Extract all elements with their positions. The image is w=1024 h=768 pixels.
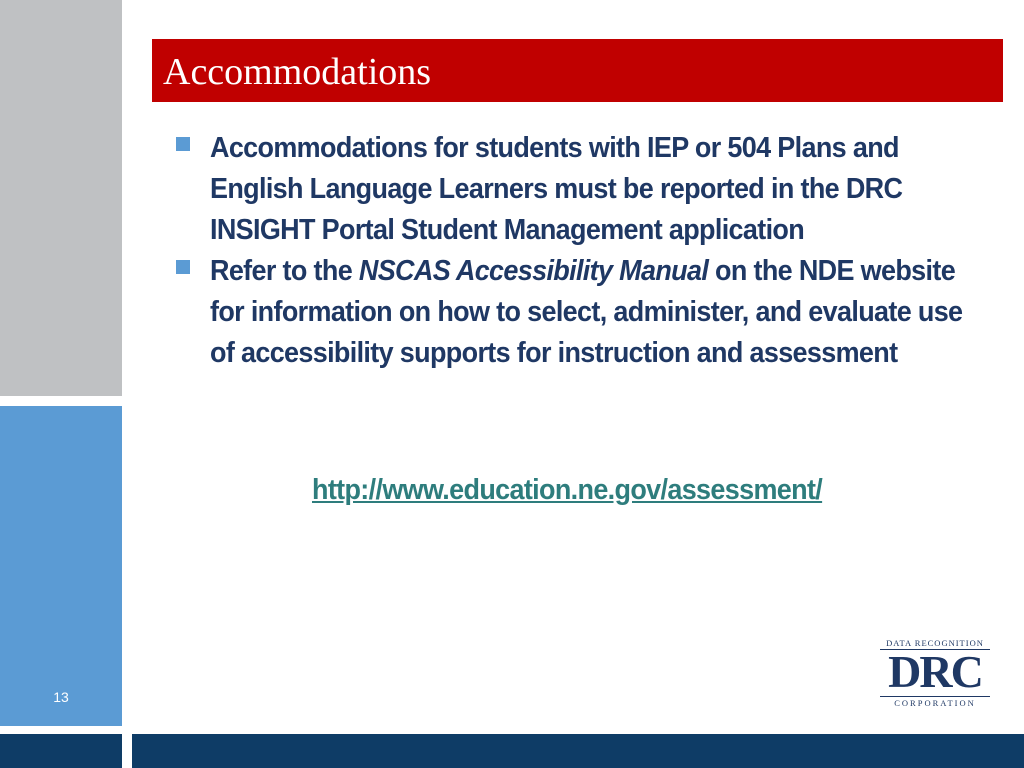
slide-title: Accommodations — [163, 51, 432, 93]
title-bar — [152, 39, 1003, 102]
drc-logo — [880, 638, 990, 710]
bullet-text-suffix: on the NDE website for information on how to select, administer, and evaluate use of accessibility supports for instruction and assessment — [210, 255, 963, 369]
manual-title: NSCAS Accessibility Manual — [358, 255, 709, 287]
bullet-text — [210, 251, 963, 374]
side-panel-divider — [0, 396, 122, 406]
side-panel-divider-bottom — [0, 726, 122, 734]
square-bullet-icon — [176, 137, 190, 151]
logo-bottom-text: CORPORATION — [880, 696, 990, 708]
side-panel-blue — [0, 406, 122, 726]
bottom-bar-left — [0, 734, 122, 768]
bullet-text: Accommodations for students with IEP or 504 Plans and English Language Learners must be reported in the DRC INSIGHT Portal Student Management application — [210, 132, 903, 246]
bullet-item-2 — [176, 251, 986, 374]
bottom-bar — [132, 734, 1024, 768]
bullet-list — [176, 128, 986, 374]
logo-main-text: DRC — [888, 646, 982, 697]
page-number: 13 — [53, 689, 69, 705]
square-bullet-icon — [176, 260, 190, 274]
assessment-link[interactable]: http://www.education.ne.gov/assessment/ — [312, 474, 823, 506]
bullet-item-1 — [176, 128, 986, 251]
bullet-text-prefix: Refer to the — [210, 255, 359, 287]
logo-top-text: DATA RECOGNITION — [880, 638, 990, 650]
bottom-bar-divider — [122, 734, 132, 768]
side-panel-gray — [0, 0, 122, 396]
